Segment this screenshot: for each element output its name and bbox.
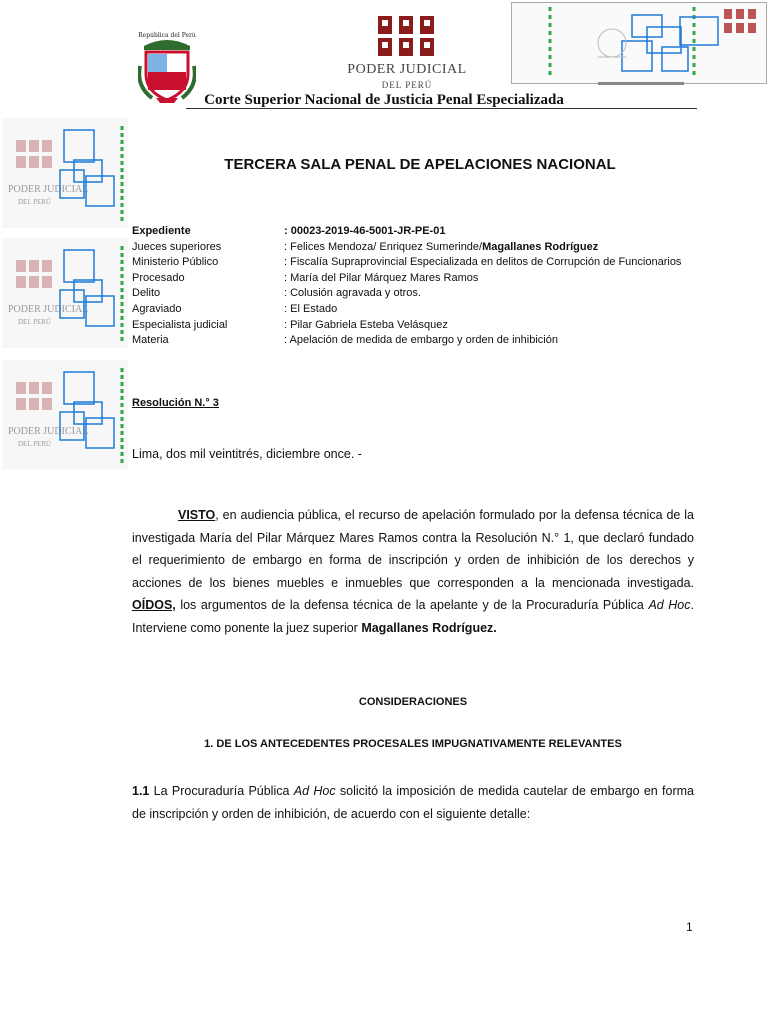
judiciary-logo-icon <box>376 14 438 58</box>
crest-label: República del Perú <box>138 32 196 39</box>
case-info-label: Jueces superiores <box>132 240 222 253</box>
watermark-line2: DEL PERÚ <box>18 318 51 326</box>
header-divider <box>186 108 697 109</box>
watermark-line2: DEL PERÚ <box>18 440 51 448</box>
case-info-value: : Apelación de medida de embargo y orden de inhibición <box>284 334 558 347</box>
ad-hoc-term: Ad Hoc <box>293 784 336 798</box>
judiciary-country: DEL PERÚ <box>381 80 433 90</box>
case-info-value: : Pilar Gabriela Esteba Velásquez <box>284 318 448 331</box>
visto-text: . Interviene como ponente la juez superior <box>132 598 694 635</box>
case-info-label: Procesado <box>132 271 185 284</box>
case-info-row <box>132 224 681 240</box>
watermark-line2: DEL PERÚ <box>18 198 51 206</box>
visto-lead: VISTO <box>178 508 216 522</box>
case-info-row <box>132 255 681 271</box>
watermark-icon <box>2 238 128 348</box>
ad-hoc-term: Ad Hoc <box>648 598 691 612</box>
case-info-value: : Fiscalía Supraprovincial Especializada en delitos de Corrupción de Funcionarios <box>284 256 682 269</box>
case-info-value: : Felices Mendoza/ Enriquez Sumerinde/ <box>284 240 483 253</box>
case-info-row <box>132 240 681 256</box>
case-info-value: : El Estado <box>284 302 338 315</box>
case-info-value: : 00023-2019-46-5001-JR-PE-01 <box>284 225 446 237</box>
court-name: Corte Superior Nacional de Justicia Penal Especializada <box>204 92 564 108</box>
ponente-name: Magallanes Rodríguez. <box>361 620 497 635</box>
case-info-label: Ministerio Público <box>132 256 219 269</box>
watermark-line1: PODER JUDICIAL <box>8 426 89 437</box>
paragraph-1-1 <box>132 780 694 825</box>
oidos-lead: OÍDOS, <box>132 598 176 612</box>
page-number: 1 <box>686 920 693 934</box>
case-info-value: : Colusión agravada y otros. <box>284 287 421 300</box>
resolution-title: Resolución N.° 3 <box>132 397 219 409</box>
case-info-row <box>132 333 681 349</box>
case-info-label: Delito <box>132 287 161 300</box>
case-info-row <box>132 286 681 302</box>
case-info-label: Expediente <box>132 225 191 237</box>
chamber-title: TERCERA SALA PENAL DE APELACIONES NACIONAL <box>224 156 616 173</box>
visto-text: los argumentos de la defensa técnica de la apelante y de la Procuraduría Pública <box>175 598 649 612</box>
judiciary-name: PODER JUDICIAL <box>347 62 467 77</box>
considerations-heading: CONSIDERACIONES <box>358 696 468 708</box>
case-info-row <box>132 302 681 318</box>
case-info-label: Agraviado <box>132 302 182 315</box>
stamp-caption-line <box>598 82 684 85</box>
watermark-line1: PODER JUDICIAL <box>8 304 89 315</box>
case-info-row <box>132 318 681 334</box>
case-info-value-bold: Magallanes Rodríguez <box>482 240 599 253</box>
signature-stamp-icon <box>512 3 766 83</box>
visto-paragraph <box>132 504 694 639</box>
paragraph-number: 1.1 <box>132 784 150 798</box>
date-line: Lima, dos mil veintitrés, diciembre once. - <box>132 447 362 461</box>
case-info-label: Especialista judicial <box>132 318 228 331</box>
digital-signature-stamp <box>511 2 767 84</box>
watermark-icon <box>2 118 128 228</box>
paragraph-text: La Procuraduría Pública <box>149 784 294 798</box>
case-info-table <box>132 224 681 349</box>
watermark-stamp <box>2 360 128 470</box>
case-info-row <box>132 271 681 287</box>
section-heading: 1. DE LOS ANTECEDENTES PROCESALES IMPUGNATIVAMENTE RELEVANTES <box>204 738 622 750</box>
watermark-stamp <box>2 118 128 228</box>
watermark-icon <box>2 360 128 470</box>
visto-text: , en audiencia pública, el recurso de apelación formulado por la defensa técnica de la investigada María del Pilar Márquez Mares Ramos contra la Resolución N.° 1, que declaró fundado el requerimiento de embargo en forma de inscripción y orden de inhibición de los derechos y acciones de los bienes muebles e inmuebles que corresponden a la mencionada investigada. <box>132 508 694 590</box>
watermark-stamp <box>2 238 128 348</box>
paragraph-text: solicitó la imposición de medida cautelar de embargo en forma de inscripción y orden de inhibición, de acuerdo con el siguiente detalle: <box>132 784 695 821</box>
case-info-label: Materia <box>132 334 169 347</box>
case-info-value: : María del Pilar Márquez Mares Ramos <box>284 271 479 284</box>
watermark-line1: PODER JUDICIAL <box>8 184 89 195</box>
